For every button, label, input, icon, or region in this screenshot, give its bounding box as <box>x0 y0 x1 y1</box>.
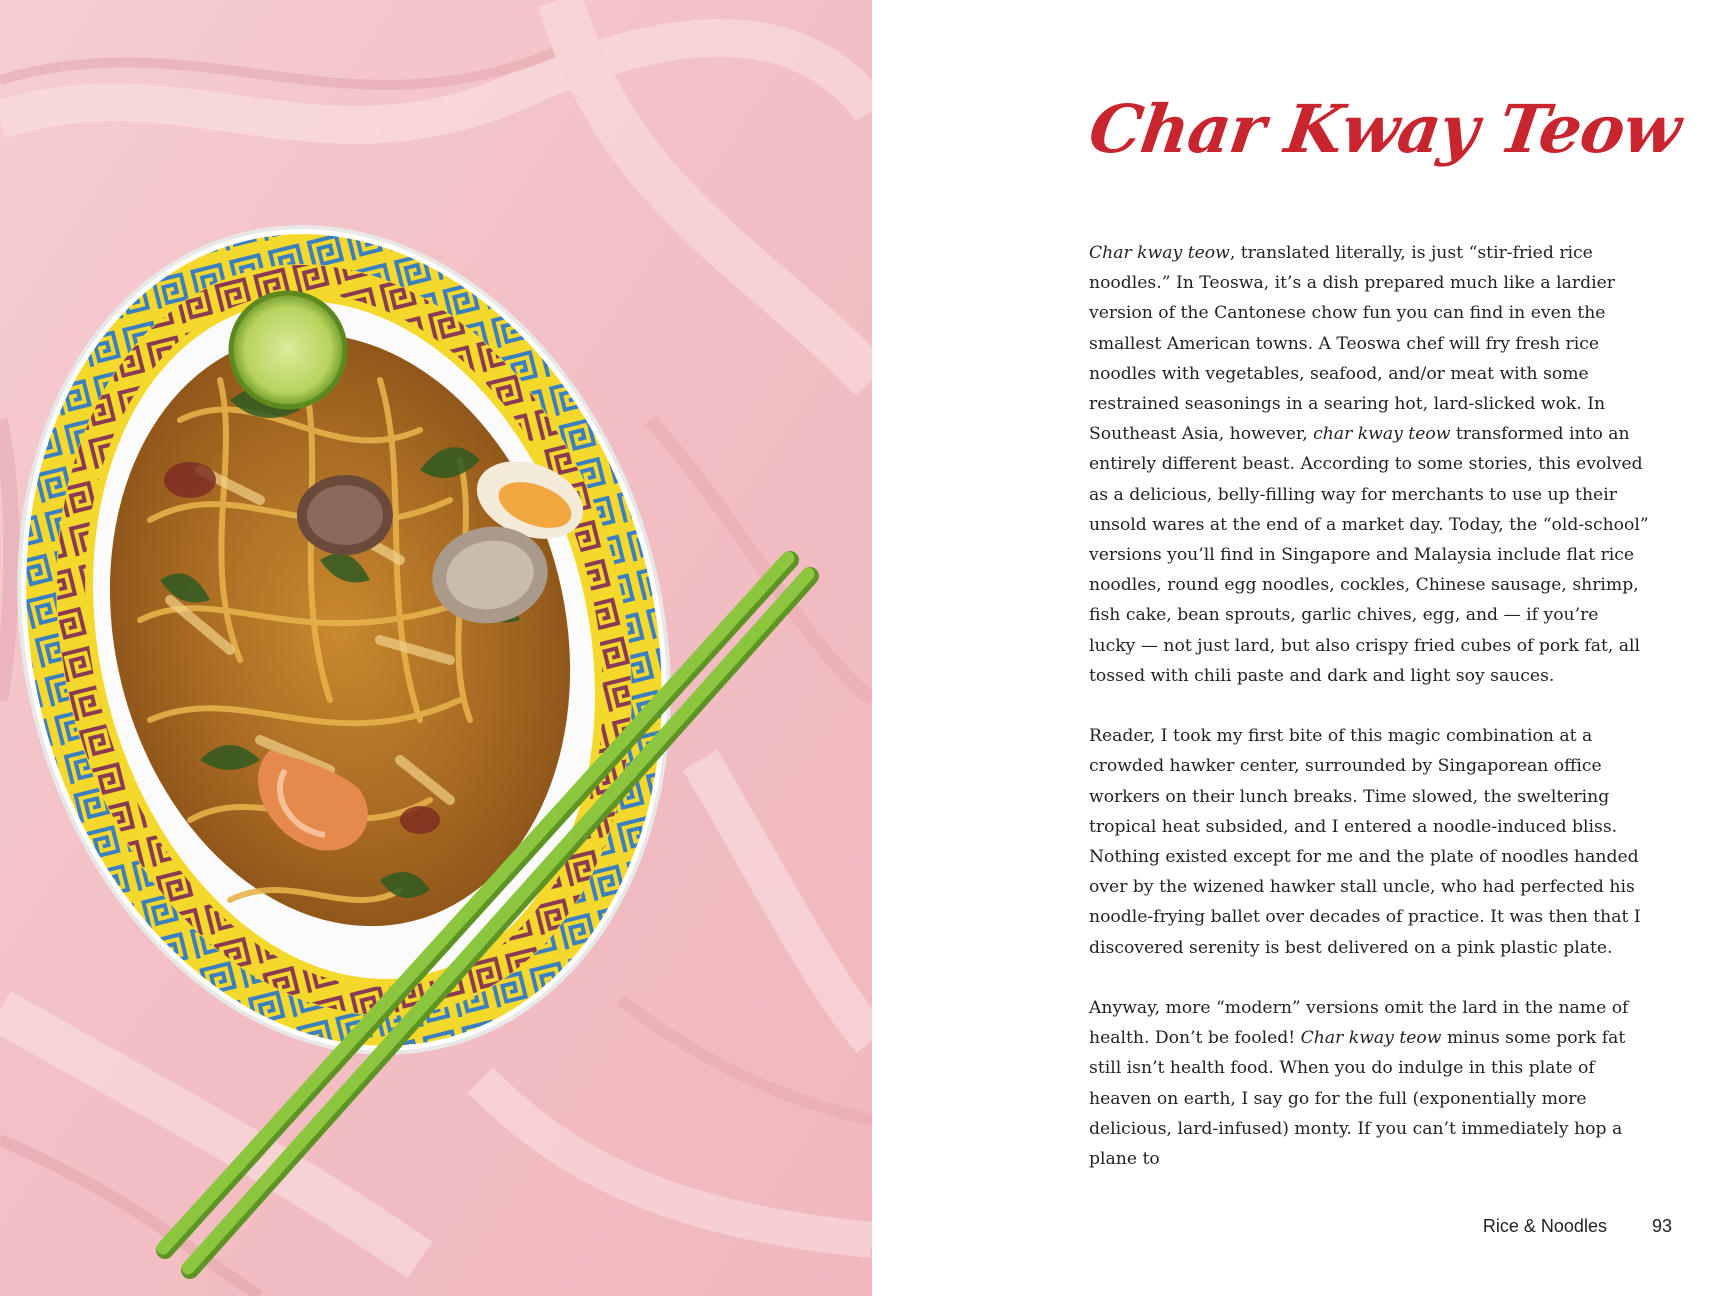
text-run: Anyway, more “modern” versions omit the lard in the name of health. Don’t be fooled! <box>1089 998 1629 1049</box>
page-footer <box>1483 1216 1672 1237</box>
section-name: Rice & Noodles <box>1482 1216 1607 1236</box>
text-run: transformed into an entirely different beast. According to some stories, this evolved as a delicious, belly-filling way for merchants to use up their unsold wares at the end of a market day. Today, the “old-school” versions you’ll find in Singapore and Malaysia include flat rice noodles, round egg noodles, cockles, Chinese sausage, shrimp, fish cake, bean sprouts, garlic chives, egg, and — if you’re lucky — not just lard, but also crispy fried cubes of pork fat, all tossed with chili paste and dark and light soy sauces. <box>1089 424 1649 686</box>
lime-slice <box>231 293 345 407</box>
text-run: Char kway teow <box>1089 243 1230 263</box>
text-run: Char kway teow <box>1300 1028 1442 1049</box>
page-number: 93 <box>1651 1216 1672 1236</box>
text-run: , translated literally, is just “stir-fried rice noodles.” In Teoswa, it’s a dish prepared much like a lardier version of the Cantonese chow fun you can find in even the smallest American towns. A Teoswa chef will fry fresh rice noodles with vegetables, seafood, and/or meat with some restrained seasonings in a searing hot, lard-slicked wok. In Southeast Asia, however, <box>1089 243 1615 445</box>
text-run: minus some pork fat still isn’t health food. When you do indulge in this plate of heaven on earth, I say go for the full (exponentially more delicious, lard-infused) monty. If you can’t immediately hop a plane to <box>1089 1028 1626 1170</box>
paragraph-intro <box>1089 238 1649 691</box>
paragraph-modern <box>1089 993 1649 1174</box>
text-run: char kway teow <box>1313 424 1451 445</box>
text-page <box>872 0 1728 1296</box>
recipe-body <box>1089 238 1649 1204</box>
recipe-title: Char Kway Teow <box>1084 90 1686 168</box>
paragraph-story <box>1089 721 1649 963</box>
text-run: Reader, I took my first bite of this magic combination at a crowded hawker center, surrounded by Singaporean office workers on their lunch breaks. Time slowed, the sweltering tropical heat subsided, and I entered a noodle-induced bliss. Nothing existed except for me and the plate of noodles handed over by the wizened hawker stall uncle, who had perfected his noodle-frying ballet over decades of practice. It was then that I discovered serenity is best delivered on a pink plastic plate. <box>1089 726 1641 958</box>
